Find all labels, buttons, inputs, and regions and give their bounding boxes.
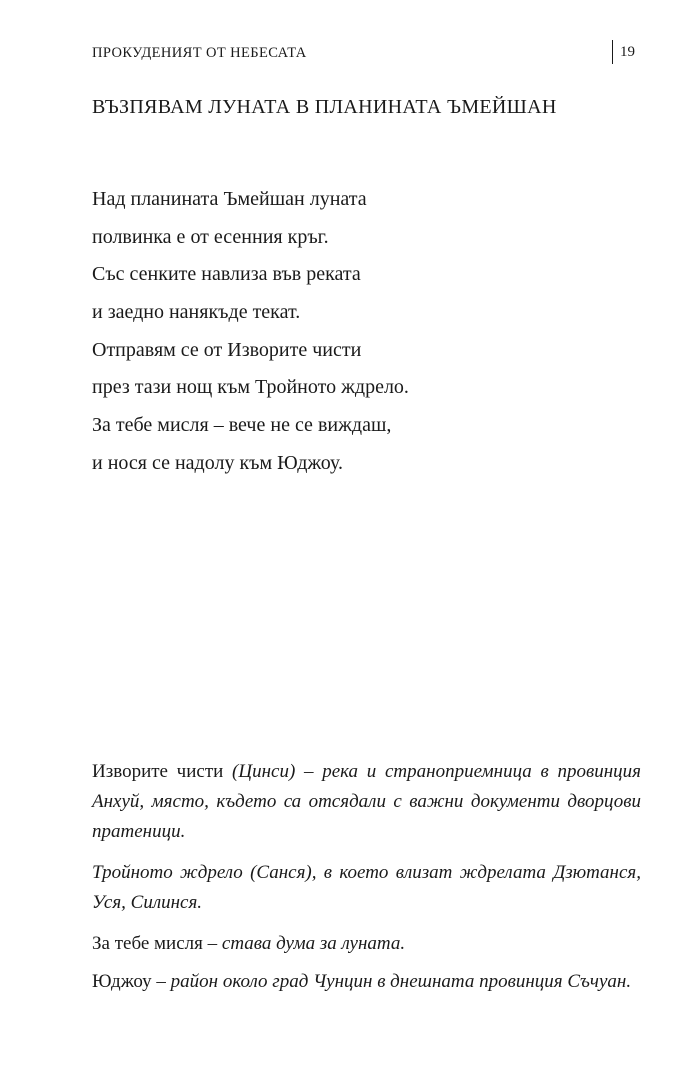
poem-line: За тебе мисля – вече не се виждаш,: [92, 414, 392, 437]
poem-body: [92, 184, 409, 486]
running-header: ПРОКУДЕНИЯТ ОТ НЕБЕСАТА: [92, 45, 307, 61]
footnote-text: (Цинси) – река и страноприемница в провинция Анхуй, място, където са отсядали с важни документи дворцови пратеници.: [92, 761, 641, 842]
footnote-text: – става дума за луната.: [202, 933, 406, 954]
footnote-1: [92, 757, 641, 847]
poem-line: Отправям се от Изворите чисти: [92, 338, 362, 361]
poem-line: и нося се надолу към Юджоу.: [92, 451, 343, 474]
footnote-3: [92, 929, 641, 959]
poem-line: Над планината Ъмейшан луната: [92, 188, 367, 210]
footnote-4: [92, 967, 641, 997]
poem-line: полвинка е от есенния кръг.: [92, 225, 329, 248]
footnote-term: Юджоу: [92, 971, 152, 992]
poem-title: ВЪЗПЯВАМ ЛУНАТА В ПЛАНИНАТА ЪМЕЙШАН: [92, 96, 557, 118]
footnote-text: Тройното ждрело (Санся), в което влизат ждрелата Дзютанся, Уся, Силинся.: [92, 862, 641, 913]
footnote-term: Изворите чисти: [92, 761, 224, 782]
poem-line: през тази нощ към Тройното ждрело.: [92, 376, 409, 399]
page-number: 19: [620, 43, 635, 60]
header-divider: [612, 40, 613, 64]
footnote-2: [92, 858, 641, 918]
footnote-text: – район около град Чунцин в днешната провинция Съчуан.: [151, 971, 632, 992]
poem-line: Със сенките навлиза във реката: [92, 263, 361, 286]
footnote-term: За тебе мисля: [92, 933, 203, 954]
page-number-block: [612, 40, 635, 64]
poem-line: и заедно нанякъде текат.: [92, 301, 301, 324]
footnotes: [92, 757, 641, 1008]
